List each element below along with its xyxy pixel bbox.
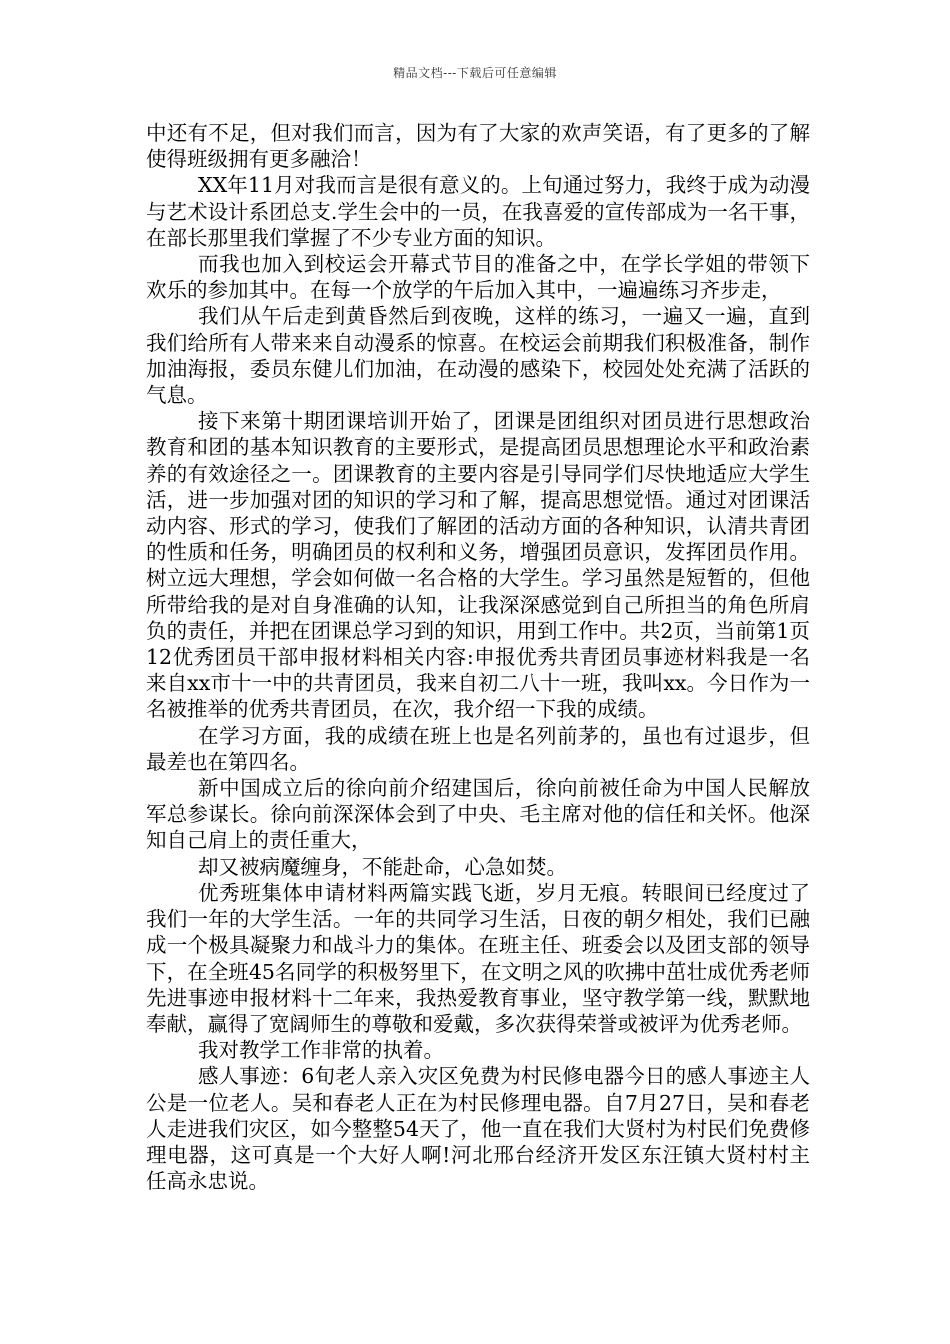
- paragraph: 却又被病魔缠身，不能赴命，心急如焚。: [198, 854, 567, 879]
- document-body: [146, 120, 810, 1194]
- paragraph: 优秀班集体申请材料两篇实践飞逝，岁月无痕。转眼间已经度过了我们一年的大学生活。一年的共同学习生活，日夜的朝夕相处，我们已融成一个极具凝聚力和战斗力的集体。在班主任、班委会以及团支部的领导下，在全班45名同学的积极努里下，在文明之风的吹拂中茁壮成优秀老师先进事迹申报材料十二年来，我热爱教育事业，坚守教学第一线，默默地奉献，赢得了宽阔师生的尊敬和爱戴，多次获得荣誉或被评为优秀老师。: [146, 880, 810, 1036]
- paragraph: 而我也加入到校运会开幕式节目的准备之中，在学长学姐的带领下欢乐的参加其中。在每一个放学的午后加入其中，一遍遍练习齐步走，: [146, 252, 810, 303]
- paragraph: XX年11月对我而言是很有意义的。上旬通过努力，我终于成为动漫与艺术设计系团总支.学生会中的一员，在我喜爱的宣传部成为一名干事，在部长那里我们掌握了不少专业方面的知识。: [146, 173, 810, 250]
- paragraph: 我对教学工作非常的执着。: [198, 1038, 444, 1063]
- paragraph: 在学习方面，我的成绩在班上也是名列前茅的，虽也有过退步，但最差也在第四名。: [146, 723, 810, 774]
- page-header: 精品文档---下载后可任意编辑: [393, 66, 557, 80]
- paragraph: 新中国成立后的徐向前介绍建国后，徐向前被任命为中国人民解放军总参谋长。徐向前深深体会到了中央、毛主席对他的信任和关怀。他深知自己肩上的责任重大，: [146, 776, 810, 853]
- paragraph: 接下来第十期团课培训开始了，团课是团组织对团员进行思想政治教育和团的基本知识教育的主要形式，是提高团员思想理论水平和政治素养的有效途径之一。团课教育的主要内容是引导同学们尽快地适应大学生活，进一步加强对团的知识的学习和了解，提高思想觉悟。通过对团课活动内容、形式的学习，使我们了解团的活动方面的各种知识，认清共青团的性质和任务，明确团员的权利和义务，增强团员意识，发挥团员作用。树立远大理想，学会如何做一名合格的大学生。学习虽然是短暂的，但他所带给我的是对自身准确的认知，让我深深感觉到自己所担当的角色所肩负的责任，并把在团课总学习到的知识，用到工作中。共2页，当前第1页12优秀团员干部申报材料相关内容:申报优秀共青团员事迹材料我是一名来自xx市十一中的共青团员，我来自初二八十一班，我叫xx。今日作为一名被推举的优秀共青团员，在次，我介绍一下我的成绩。: [146, 409, 810, 722]
- paragraph: 我们从午后走到黄昏然后到夜晚，这样的练习，一遍又一遍，直到我们给所有人带来来自动漫系的惊喜。在校运会前期我们积极准备，制作加油海报，委员东健儿们加油，在动漫的感染下，校园处处充满了活跃的气息。: [146, 304, 810, 408]
- paragraph: 中还有不足，但对我们而言，因为有了大家的欢声笑语，有了更多的了解使得班级拥有更多融洽！: [146, 121, 810, 172]
- paragraph: 感人事迹：6旬老人亲入灾区免费为村民修电器今日的感人事迹主人公是一位老人。吴和春老人正在为村民修理电器。自7月27日，吴和春老人走进我们灾区，如今整整54天了，他一直在我们大贤村为村民们免费修理电器，这可真是一个大好人啊!河北邢台经济开发区东汪镇大贤村村主任高永忠说。: [146, 1064, 810, 1194]
